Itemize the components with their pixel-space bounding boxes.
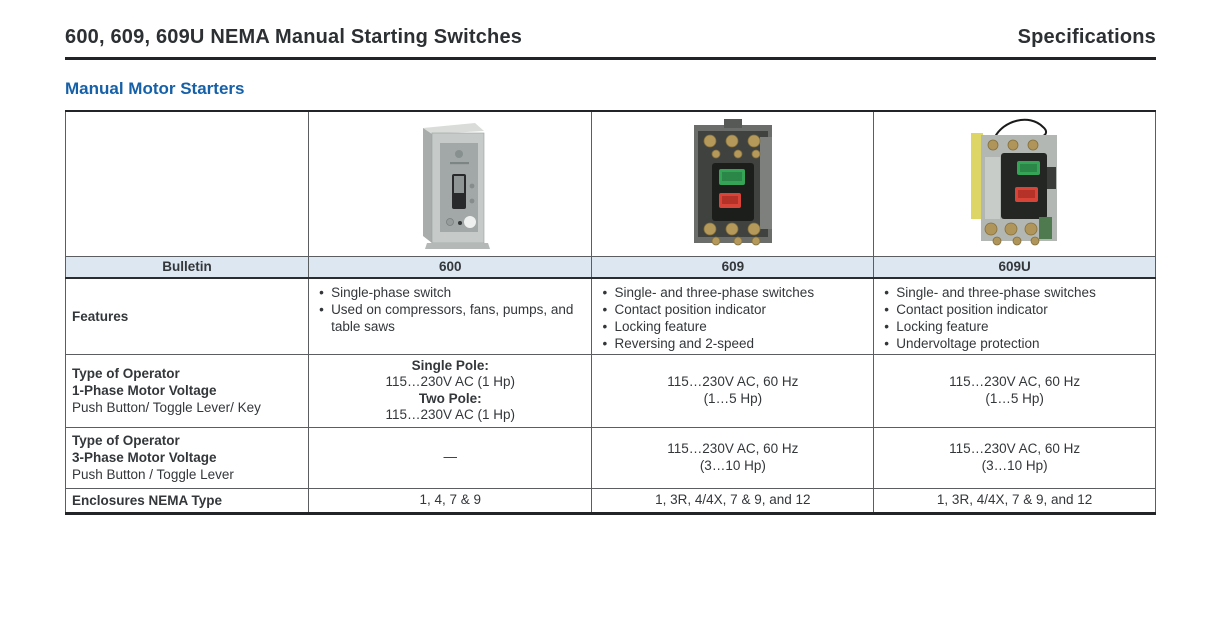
row-label-line: Push Button / Toggle Lever [72, 467, 234, 482]
features-cell-600 [309, 278, 592, 354]
feature-item: • Locking feature [883, 318, 1151, 335]
features-cell-609 [592, 278, 874, 354]
product-photo-cell-600 [309, 111, 592, 256]
operator-3phase-label-cell [66, 427, 309, 488]
image-row-empty-cell [66, 111, 309, 256]
bulletin-row [66, 256, 1156, 278]
voltage-3phase-609u [874, 427, 1156, 488]
voltage-1phase-609u [874, 354, 1156, 427]
features-row [66, 278, 1156, 354]
product-photo-cell-609 [592, 111, 874, 256]
voltage-value: 115…230V AC (1 Hp) [385, 407, 516, 422]
feature-item: • Single- and three-phase switches [883, 284, 1151, 301]
product-image-row [66, 111, 1156, 256]
operator-3phase-row [66, 427, 1156, 488]
page-title: 600, 609, 609U NEMA Manual Starting Switches [65, 26, 523, 48]
voltage-value: 115…230V AC, 60 Hz [949, 441, 1081, 456]
feature-item: • Used on compressors, fans, pumps, and table saws [318, 301, 587, 335]
row-label-line: 3-Phase Motor Voltage [72, 450, 217, 465]
feature-list-609 [592, 284, 873, 352]
voltage-value: 115…230V AC, 60 Hz [667, 441, 799, 456]
features-label: Features [72, 308, 129, 324]
bulletin-label-cell: Bulletin [66, 256, 309, 278]
feature-item: • Single-phase switch [318, 284, 587, 301]
enclosures-row [66, 488, 1156, 513]
enclosures-label: Enclosures NEMA Type [72, 492, 223, 508]
feature-item: • Single- and three-phase switches [601, 284, 869, 301]
operator-1phase-row [66, 354, 1156, 427]
features-label-cell [66, 278, 309, 354]
feature-list-609u [874, 284, 1155, 352]
features-cell-609u [874, 278, 1156, 354]
title-rule [65, 57, 1156, 60]
609-manual-starter-photo [686, 117, 780, 251]
voltage-value: 115…230V AC, 60 Hz [667, 374, 799, 389]
enclosures-600: 1, 4, 7 & 9 [309, 488, 592, 513]
row-label-line: Type of Operator [72, 366, 180, 381]
hp-range: (3…10 Hp) [981, 457, 1048, 473]
enclosures-609u: 1, 3R, 4/4X, 7 & 9, and 12 [874, 488, 1156, 513]
spec-table [65, 110, 1156, 515]
specifications-label: Specifications [1017, 26, 1156, 48]
enclosures-609: 1, 3R, 4/4X, 7 & 9, and 12 [592, 488, 874, 513]
bulletin-value-600: 600 [309, 256, 592, 278]
600-enclosure-switch-photo [409, 117, 491, 251]
row-label-line: 1-Phase Motor Voltage [72, 383, 217, 398]
pole-heading: Single Pole: [411, 357, 489, 373]
hp-range: (1…5 Hp) [985, 390, 1044, 406]
voltage-1phase-600 [309, 354, 592, 427]
voltage-3phase-600: — [309, 427, 592, 488]
product-photo-cell-609u [874, 111, 1156, 256]
voltage-3phase-609 [592, 427, 874, 488]
page-header [65, 26, 1156, 49]
hp-range: (1…5 Hp) [703, 390, 763, 406]
voltage-value: 115…230V AC (1 Hp) [385, 374, 516, 389]
hp-range: (3…10 Hp) [699, 457, 766, 473]
operator-1phase-label-cell [66, 354, 309, 427]
pole-heading: Two Pole: [418, 390, 482, 406]
spec-page [65, 0, 1156, 515]
609u-manual-starter-photo [965, 117, 1065, 251]
feature-item: • Locking feature [601, 318, 869, 335]
enclosures-label-cell [66, 488, 309, 513]
section-title: Manual Motor Starters [65, 79, 245, 98]
voltage-value: 115…230V AC, 60 Hz [949, 374, 1081, 389]
row-label-line: Type of Operator [72, 433, 180, 448]
bulletin-value-609: 609 [592, 256, 874, 278]
feature-item: • Reversing and 2-speed [601, 335, 869, 352]
feature-list-600 [309, 284, 591, 335]
feature-item: • Undervoltage protection [883, 335, 1151, 352]
feature-item: • Contact position indicator [601, 301, 869, 318]
bulletin-value-609u: 609U [874, 256, 1156, 278]
row-label-line: Push Button/ Toggle Lever/ Key [72, 400, 261, 415]
feature-item: • Contact position indicator [883, 301, 1151, 318]
voltage-1phase-609 [592, 354, 874, 427]
